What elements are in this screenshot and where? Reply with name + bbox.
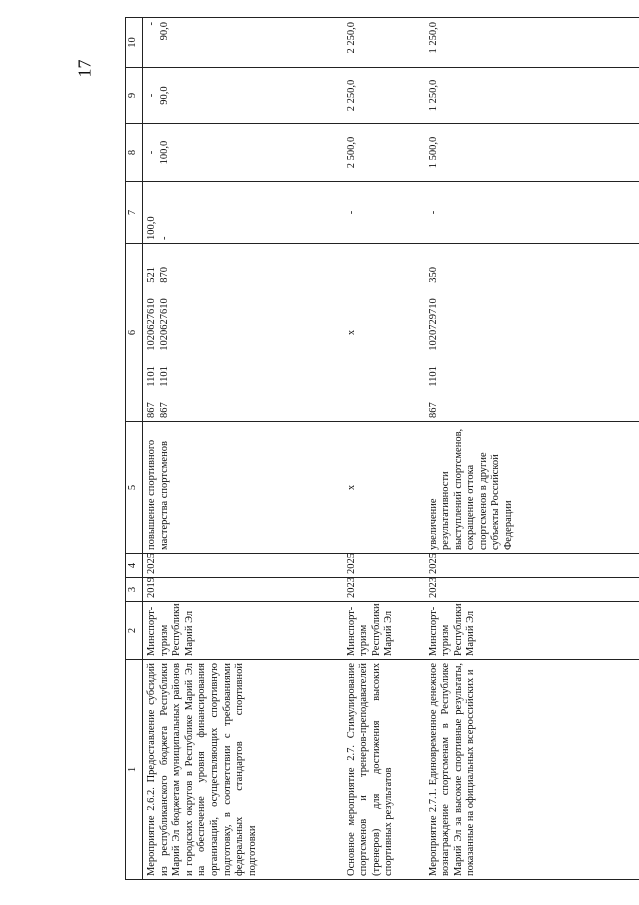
value: 100,0 bbox=[158, 140, 170, 165]
section-code: 1101 bbox=[427, 366, 439, 387]
column-number-row bbox=[126, 18, 143, 880]
value-col7: - bbox=[425, 182, 639, 244]
measure-name: Мероприятие 2.7.1. Единовременное денежное вознаграждение спортсменам в Республике Марий Эл за высокие спортивные результаты, показанные на официальных всероссийских и bbox=[425, 660, 639, 880]
column-header: 10 bbox=[126, 18, 143, 68]
target-article-code: 1020627610 bbox=[158, 298, 170, 351]
value-col9: 1 250,0 bbox=[425, 68, 639, 124]
value: 90,0 bbox=[158, 86, 170, 105]
executor: Минспорт-туризм Республики Марий Эл bbox=[143, 602, 343, 660]
table-row bbox=[343, 18, 425, 880]
value: - bbox=[158, 236, 170, 240]
value: 100,0 bbox=[146, 216, 157, 240]
rotated-page-content bbox=[125, 18, 639, 880]
value: - bbox=[146, 22, 157, 26]
start-year: 2023 bbox=[343, 578, 425, 602]
value: - bbox=[146, 150, 157, 155]
measure-name: Основное мероприятие 2.7. Стимулирование спортсменов и тренеров-преподавателей (тренеров) для достижения высоких спортивных результатов bbox=[343, 660, 425, 880]
value-col10 bbox=[143, 18, 343, 68]
value-col10: 2 250,0 bbox=[343, 18, 425, 68]
column-header: 8 bbox=[126, 124, 143, 182]
column-header: 1 bbox=[126, 660, 143, 880]
value: - bbox=[146, 93, 157, 98]
value-col7 bbox=[143, 182, 343, 244]
column-header: 6 bbox=[126, 244, 143, 422]
value-col7: - bbox=[343, 182, 425, 244]
grbs-code: 867 bbox=[146, 402, 157, 418]
target-article-code: 1020627610 bbox=[146, 298, 157, 351]
end-year: 2025 bbox=[425, 554, 639, 578]
start-year: 2019 bbox=[143, 578, 343, 602]
executor: Минспорт-туризм Республики Марий Эл bbox=[343, 602, 425, 660]
end-year: 2025 bbox=[143, 554, 343, 578]
value-col9: 2 250,0 bbox=[343, 68, 425, 124]
column-header: 7 bbox=[126, 182, 143, 244]
budget-classification bbox=[143, 244, 343, 422]
section-code: 1101 bbox=[146, 366, 157, 387]
end-year: 2025 bbox=[343, 554, 425, 578]
measure-name: Мероприятие 2.6.2. Предоставление субсидий из республиканского бюджета Республики Марий Эл бюджетам муниципальных районов и городских округов в Республике Марий Эл на обеспечение уровня финансирования организаций, осуществляющих спортивную подготовку, в соответствии с требованиями федеральных стандартов спортивной подготовки bbox=[143, 660, 343, 880]
expected-result: x bbox=[343, 422, 425, 554]
start-year: 2023 bbox=[425, 578, 639, 602]
program-table bbox=[125, 17, 639, 880]
expense-type-code: 521 bbox=[146, 267, 157, 283]
column-header: 3 bbox=[126, 578, 143, 602]
page-number: 17 bbox=[74, 59, 95, 78]
target-article-code: 1020729710 bbox=[427, 298, 439, 351]
value-col8: 2 500,0 bbox=[343, 124, 425, 182]
budget-classification: x bbox=[343, 244, 425, 422]
value-col9 bbox=[143, 68, 343, 124]
grbs-code: 867 bbox=[427, 402, 439, 418]
table-row bbox=[143, 18, 343, 880]
value-col10: 1 250,0 bbox=[425, 18, 639, 68]
expected-result: увеличение результативности выступлений спортсменов, сокращение оттока спортсменов в другие субъекты Российской Федерации bbox=[425, 422, 639, 554]
column-header: 9 bbox=[126, 68, 143, 124]
column-header: 4 bbox=[126, 554, 143, 578]
expected-result: повышение спортивного мастерства спортсменов bbox=[143, 422, 343, 554]
column-header: 2 bbox=[126, 602, 143, 660]
section-code: 1101 bbox=[158, 366, 170, 387]
value: 90,0 bbox=[158, 22, 170, 41]
expense-type-code: 870 bbox=[158, 267, 170, 283]
value-col8 bbox=[143, 124, 343, 182]
table-row bbox=[425, 18, 639, 880]
grbs-code: 867 bbox=[158, 402, 170, 418]
budget-classification bbox=[425, 244, 639, 422]
executor: Минспорт-туризм Республики Марий Эл bbox=[425, 602, 639, 660]
expense-type-code: 350 bbox=[427, 267, 439, 283]
column-header: 5 bbox=[126, 422, 143, 554]
value-col8: 1 500,0 bbox=[425, 124, 639, 182]
